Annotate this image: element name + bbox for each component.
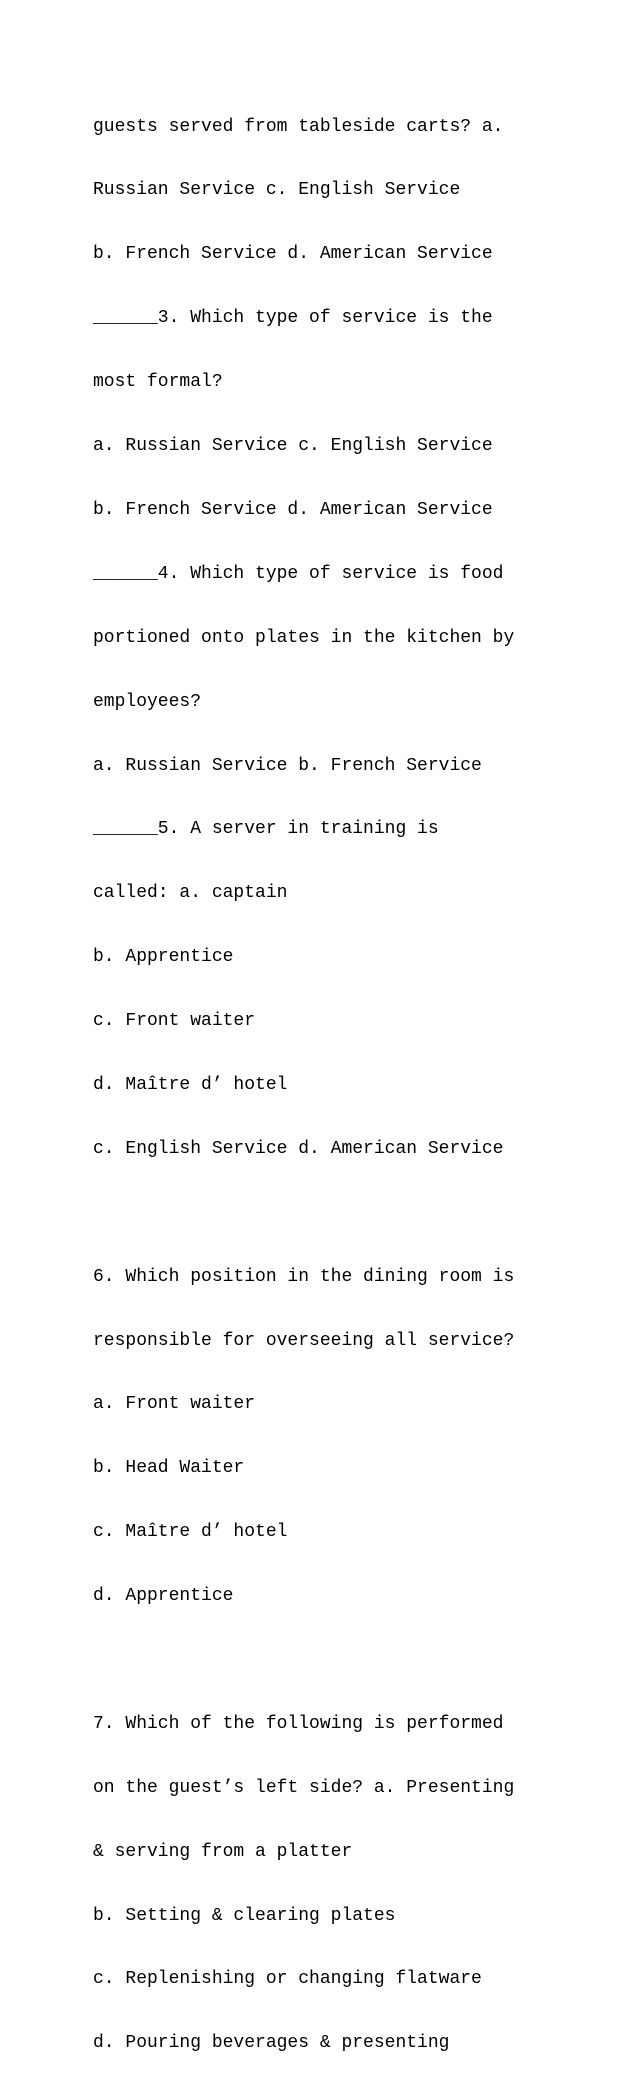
- text-line: ______3. Which type of service is the: [93, 308, 493, 329]
- blank-line: [93, 1650, 633, 1671]
- text-line: d. Pouring beverages & presenting: [93, 2033, 450, 2054]
- text-line: & serving from a platter: [93, 1841, 353, 1862]
- blank-line: [93, 1203, 633, 1224]
- text-line: b. Apprentice: [93, 947, 234, 968]
- text-line: responsible for overseeing all service?: [93, 1330, 515, 1351]
- text-line: most formal?: [93, 372, 223, 393]
- text-line: employees?: [93, 691, 202, 712]
- document-text: [93, 74, 633, 2097]
- text-line: ______5. A server in training is: [93, 819, 439, 840]
- text-line: 6. Which position in the dining room is: [93, 1266, 515, 1287]
- text-line: d. Maître d’ hotel: [93, 1074, 288, 1095]
- text-line: portioned onto plates in the kitchen by: [93, 627, 515, 648]
- text-line: ______4. Which type of service is food: [93, 563, 504, 584]
- text-line: b. French Service d. American Service: [93, 244, 493, 265]
- text-line: Russian Service c. English Service: [93, 180, 461, 201]
- text-line: a. Russian Service b. French Service: [93, 755, 482, 776]
- text-line: guests served from tableside carts? a.: [93, 116, 504, 137]
- text-line: c. Front waiter: [93, 1011, 256, 1032]
- text-line: called: a. captain: [93, 883, 288, 904]
- text-line: 7. Which of the following is performed: [93, 1713, 504, 1734]
- text-line: c. English Service d. American Service: [93, 1138, 504, 1159]
- text-line: on the guest’s left side? a. Presenting: [93, 1777, 515, 1798]
- text-line: a. Front waiter: [93, 1394, 256, 1415]
- text-line: b. French Service d. American Service: [93, 499, 493, 520]
- text-line: a. Russian Service c. English Service: [93, 436, 493, 457]
- text-line: d. Apprentice: [93, 1586, 234, 1607]
- text-line: c. Replenishing or changing flatware: [93, 1969, 482, 1990]
- text-line: b. Setting & clearing plates: [93, 1905, 396, 1926]
- text-line: c. Maître d’ hotel: [93, 1522, 288, 1543]
- text-line: b. Head Waiter: [93, 1458, 245, 1479]
